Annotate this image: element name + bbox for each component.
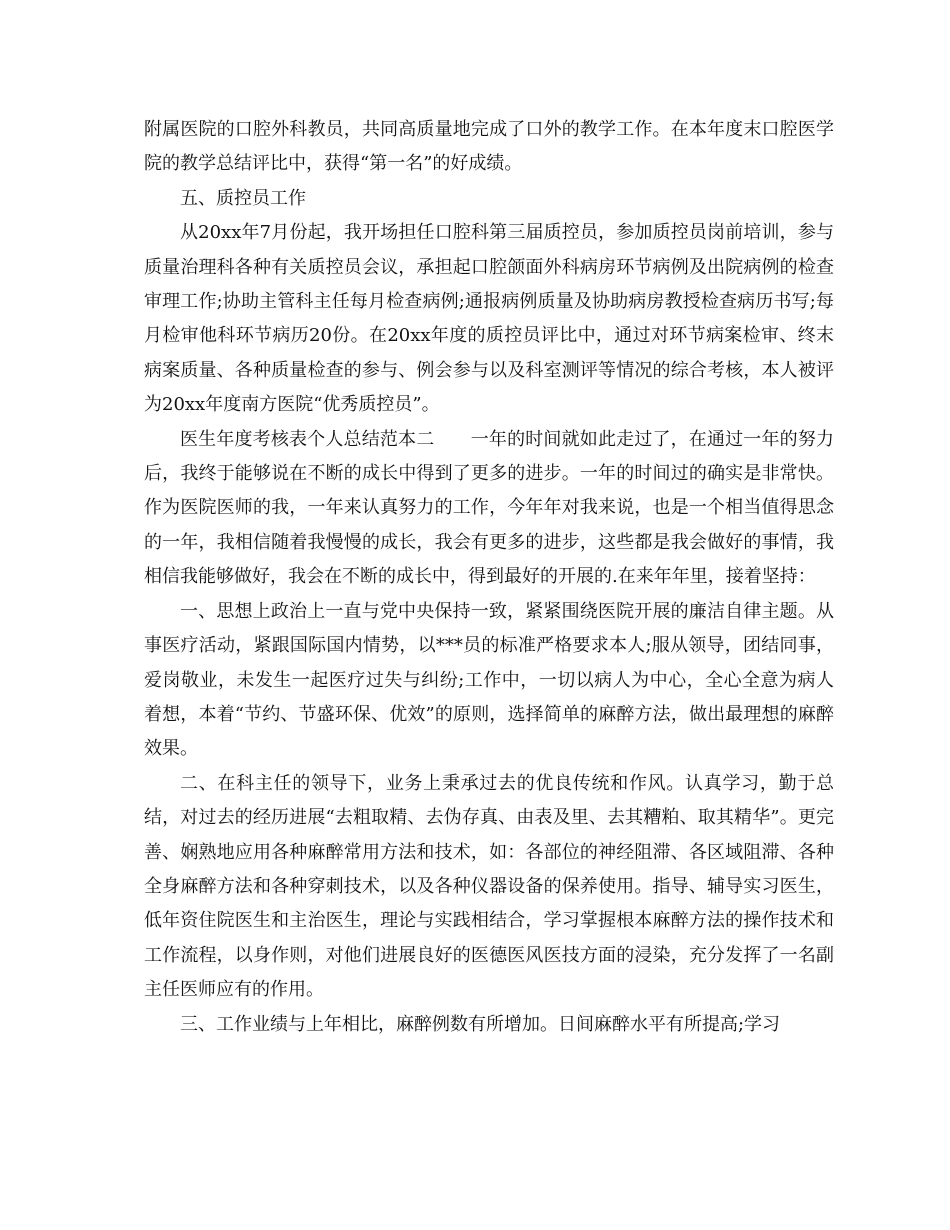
paragraph-quality-control: 从20xx年7月份起，我开场担任口腔科第三届质控员，参加质控员岗前培训，参与质量治理科各种有关质控员会议，承担起口腔颌面外科病房环节病例及出院病例的检查审理工作;协助主管科主任每月检查病例;通报病例质量及协助病房教授检查病历书写;每月检审他科环节病历20份。在20xx年度的质控员评比中，通过对环节病案检审、终末病案质量、各种质量检查的参与、例会参与以及科室测评等情况的综合考核，本人被评为20xx年度南方医院“优秀质控员”。 (144, 222, 834, 416)
document-body (144, 113, 834, 1042)
paragraph-political-thought: 一、思想上政治上一直与党中央保持一致，紧紧围绕医院开展的廉洁自律主题。从事医疗活动，紧跟国际国内情势，以***员的标准严格要求本人;服从领导，团结同事，爱岗敬业，未发生一起医疗过失与纠纷;工作中，一切以病人为中心，全心全意为病人着想，本着“节约、节盛环保、优效”的原则，选择简单的麻醉方法，做出最理想的麻醉效果。 (144, 600, 834, 760)
paragraph-teaching-continued: 附属医院的口腔外科教员，共同高质量地完成了口外的教学工作。在本年度末口腔医学院的教学总结评比中，获得“第一名”的好成绩。 (144, 119, 834, 175)
paragraph-work-performance: 三、工作业绩与上年相比，麻醉例数有所增加。日间麻醉水平有所提高;学习 (180, 1013, 781, 1035)
paragraph-summary-two-intro: 医生年度考核表个人总结范本二 一年的时间就如此走过了，在通过一年的努力后，我终于能够说在不断的成长中得到了更多的进步。一年的时间过的确实是非常快。作为医院医师的我，一年来认真努力的工作，今年年对我来说，也是一个相当值得思念的一年，我相信随着我慢慢的成长，我会有更多的进步，这些都是我会做好的事情，我相信我能够做好，我会在不断的成长中，得到最好的开展的.在来年年里，接着坚持： (144, 428, 834, 588)
section-heading-quality-control: 五、质控员工作 (180, 187, 306, 209)
paragraph-professional-work: 二、在科主任的领导下，业务上秉承过去的优良传统和作风。认真学习，勤于总结，对过去的经历进展“去粗取精、去伪存真、由表及里、去其糟粕、取其精华”。更完善、娴熟地应用各种麻醉常用方法和技术，如：各部位的神经阻滞、各区域阻滞、各种全身麻醉方法和各种穿刺技术，以及各种仪器设备的保养使用。指导、辅导实习医生，低年资住院医生和主治医生，理论与实践相结合，学习掌握根本麻醉方法的操作技术和工作流程，以身作则，对他们进展良好的医德医风医技方面的浸染，充分发挥了一名副主任医师应有的作用。 (144, 772, 834, 1001)
